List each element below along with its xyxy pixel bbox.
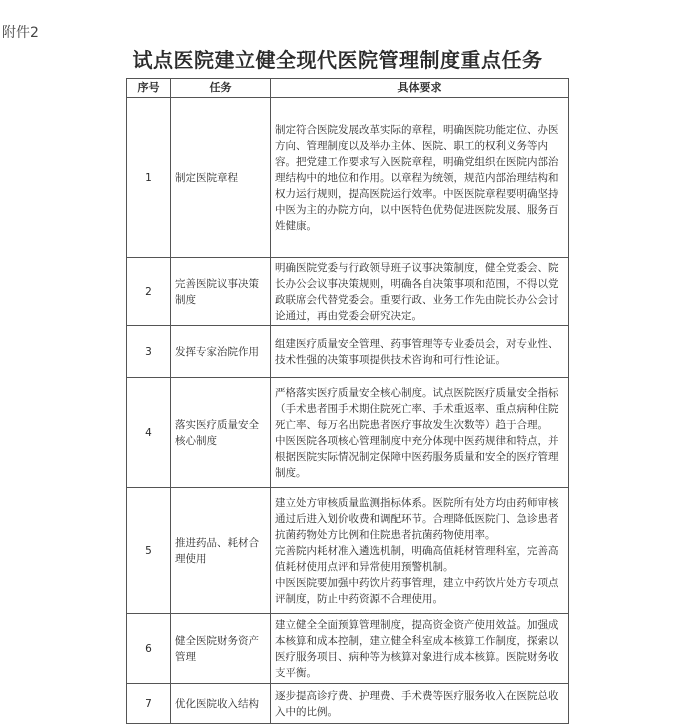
row-task: 健全医院财务资产管理 [171,614,271,684]
header-requirement: 具体要求 [271,79,569,98]
table-row [127,258,569,326]
table-row [127,488,569,614]
row-no: 1 [127,98,171,258]
header-no: 序号 [127,79,171,98]
row-requirement: 逐步提高诊疗费、护理费、手术费等医疗服务收入在医院总收入中的比例。 [271,684,569,724]
row-task: 推进药品、耗材合理使用 [171,488,271,614]
row-requirement: 严格落实医疗质量安全核心制度。试点医院医疗质量安全指标（手术患者围手术期住院死亡率、手术重返率、重点病种住院死亡率、每万名出院患者医疗事故发生次数等）趋于合理。 中医医院各项核心管理制度中充分体现中医药规律和特点，并根据医院实际情况制定保障中医药服务质量和安全的医疗管理制度。 [271,378,569,488]
row-requirement: 组建医疗质量安全管理、药事管理等专业委员会，对专业性、技术性强的决策事项提供技术咨询和可行性论证。 [271,326,569,378]
row-no: 4 [127,378,171,488]
row-no: 3 [127,326,171,378]
row-task: 落实医疗质量安全核心制度 [171,378,271,488]
table-row [127,326,569,378]
row-requirement: 建立处方审核质量监测指标体系。医院所有处方均由药师审核通过后进入划价收费和调配环节。合理降低医院门、急诊患者抗菌药物处方比例和住院患者抗菌药物使用率。 完善院内耗材准入遴选机制，明确高值耗材管理科室，完善高值耗材使用点评和异常使用预警机制。 中医医院要加强中药饮片药事管理，建立中药饮片处方专项点评制度，防止中药资源不合理使用。 [271,488,569,614]
row-task: 发挥专家治院作用 [171,326,271,378]
row-task: 制定医院章程 [171,98,271,258]
row-no: 2 [127,258,171,326]
row-task: 完善医院议事决策制度 [171,258,271,326]
table-row [127,378,569,488]
row-task: 优化医院收入结构 [171,684,271,724]
row-requirement: 明确医院党委与行政领导班子议事决策制度，健全党委会、院长办公会议事决策规则，明确各自决策事项和范围，不得以党政联席会代替党委会。重要行政、业务工作先由院长办公会讨论通过，再由党委会研究决定。 [271,258,569,326]
row-requirement: 建立健全全面预算管理制度，提高资金资产使用效益。加强成本核算和成本控制，建立健全科室成本核算工作制度，探索以医疗服务项目、病种等为核算对象进行成本核算。医院财务收支平衡。 [271,614,569,684]
row-requirement: 制定符合医院发展改革实际的章程，明确医院功能定位、办医方向、管理制度以及举办主体、医院、职工的权利义务等内容。把党建工作要求写入医院章程，明确党组织在医院内部治理结构中的地位和作用。以章程为统领，规范内部治理结构和权力运行规则，提高医院运行效率。中医医院章程要明确坚持中医为主的办院方向，以中医特色优势促进医院发展、服务百姓健康。 [271,98,569,258]
table-header-row [127,79,569,98]
table-row [127,98,569,258]
document-title: 试点医院建立健全现代医院管理制度重点任务 [132,48,543,72]
header-task: 任务 [171,79,271,98]
row-no: 7 [127,684,171,724]
row-no: 6 [127,614,171,684]
tasks-table [126,78,569,724]
row-no: 5 [127,488,171,614]
table-row [127,684,569,724]
table-row [127,614,569,684]
attachment-label: 附件2 [2,25,39,41]
